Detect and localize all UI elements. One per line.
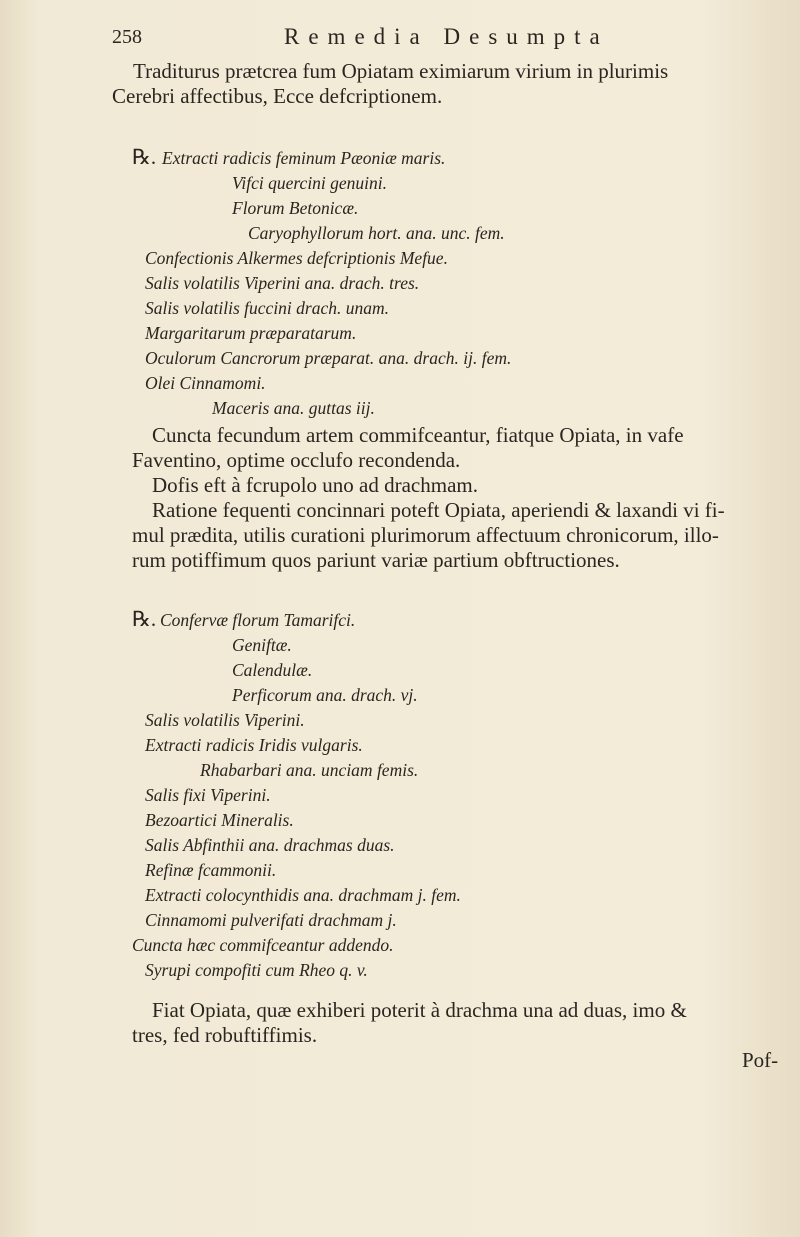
intro-line: Traditurus prætcrea fum Opiatam eximiarum virium in plurimis [133,59,669,83]
recipe-line: Rhabarbari ana. unciam femis. [200,760,419,780]
body-line: mul prædita, utilis curationi plurimorum affectuum chronicorum, illo- [132,523,719,547]
recipe-line: Maceris ana. guttas iij. [212,398,375,418]
running-header [112,24,720,52]
body-line: Faventino, optime occlufo recondenda. [132,448,461,472]
recipe-line: Cuncta hæc commifceantur addendo. [132,935,394,955]
recipe-line: Bezoartici Mineralis. [145,810,294,830]
recipe-line: Margaritarum præparatarum. [145,323,357,343]
recipe-line: Oculorum Cancrorum præparat. ana. drach. ij. fem. [145,348,512,368]
recipe-line: Confectionis Alkermes defcriptionis Mefue. [145,248,448,268]
body-line: Fiat Opiata, quæ exhiberi poterit à drachma una ad duas, imo & [152,998,687,1022]
recipe-symbol: ℞. [132,607,157,631]
recipe-line: Perficorum ana. drach. vj. [232,685,418,705]
recipe-symbol: ℞. [132,145,157,169]
recipe-line: Caryophyllorum hort. ana. unc. fem. [248,223,505,243]
recipe-line: Salis Abfinthii ana. drachmas duas. [145,835,395,855]
recipe-line: Refinæ fcammonii. [145,860,277,880]
recipe-line: Extracti radicis Iridis vulgaris. [145,735,363,755]
recipe-line: Olei Cinnamomi. [145,373,266,393]
body-line: Cuncta fecundum artem commifceantur, fiatque Opiata, in vafe [152,423,684,447]
running-title: Remedia Desumpta [284,24,609,49]
body-line: Ratione fequenti concinnari poteft Opiata, aperiendi & laxandi vi fi- [152,498,725,522]
recipe-line: Florum Betonicæ. [232,198,359,218]
recipe-line: Vifci quercini genuini. [232,173,388,193]
page-number: 258 [112,26,142,48]
recipe-line: Salis volatilis fuccini drach. unam. [145,298,390,318]
recipe-line: Calendulæ. [232,660,313,680]
recipe-line: Salis fixi Viperini. [145,785,271,805]
recipe-line: Salis volatilis Viperini ana. drach. tres. [145,273,420,293]
recipe-line: Salis volatilis Viperini. [145,710,305,730]
body-line: rum potiffimum quos pariunt variæ partium obftructiones. [132,548,620,572]
recipe-line: Confervæ florum Tamarifci. [160,610,356,630]
recipe-line: Syrupi compofiti cum Rheo q. v. [145,960,368,980]
body-line: tres, fed robuftiffimis. [132,1023,318,1047]
recipe-line: Extracti colocynthidis ana. drachmam j. fem. [145,885,461,905]
recipe-line: Extracti radicis feminum Pæoniæ maris. [162,148,446,168]
recipe-line: Cinnamomi pulverifati drachmam j. [145,910,397,930]
intro-line: Cerebri affectibus, Ecce defcriptionem. [112,84,443,108]
body-line: Dofis eft à fcrupolo uno ad drachmam. [152,473,478,497]
recipe-line: Geniftæ. [232,635,292,655]
catchword: Pof- [742,1048,779,1072]
